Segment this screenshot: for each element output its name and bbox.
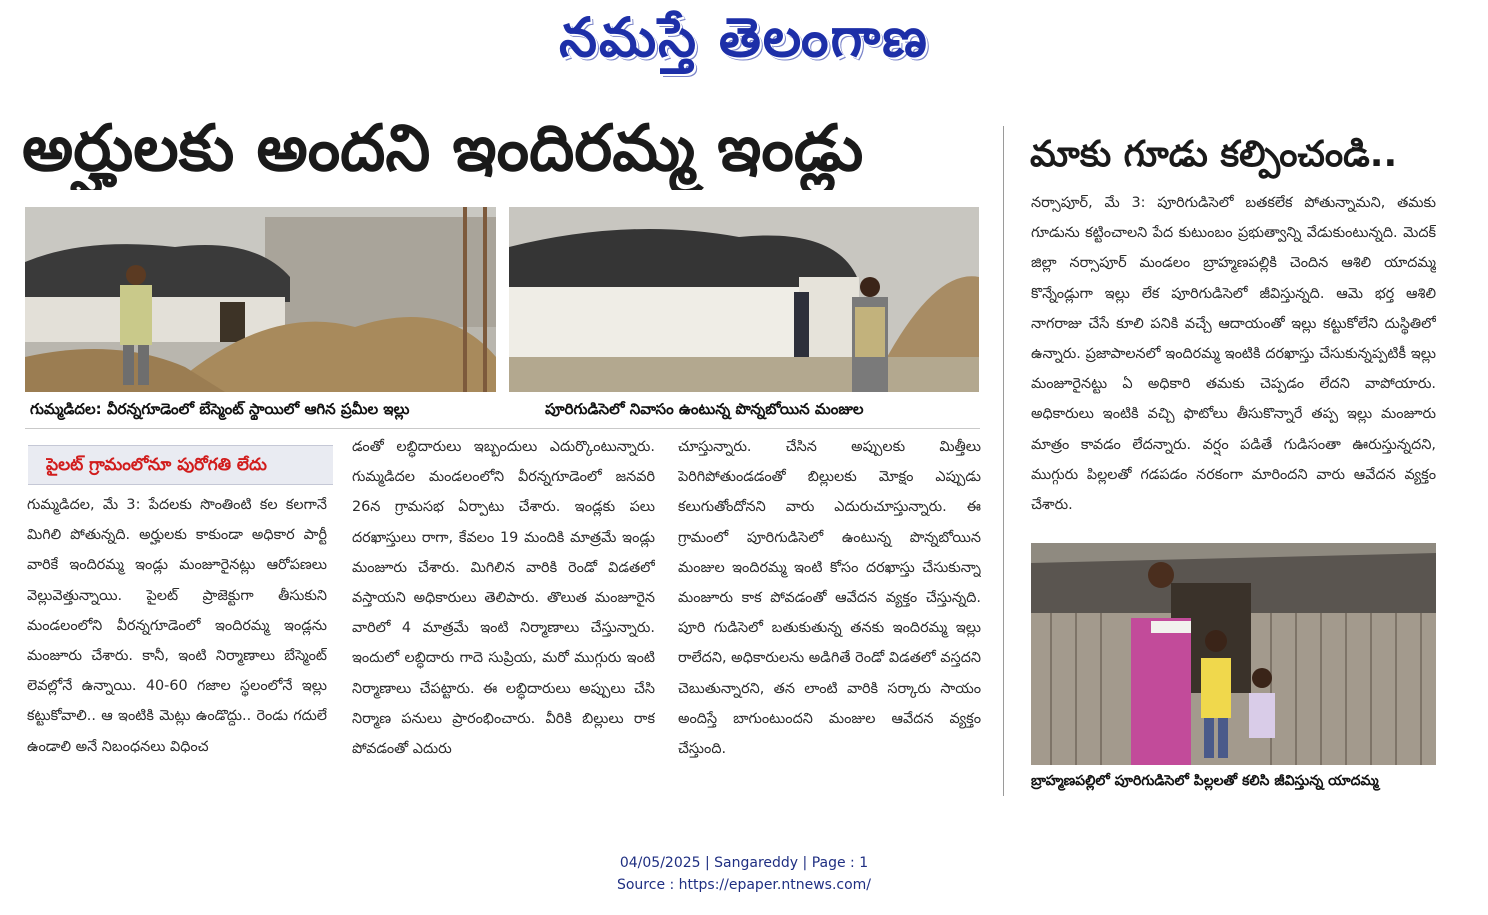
- column-2-text: డంతో లబ్ధిదారులు ఇబ్బందులు ఎదుర్కొంటున్నారు. గుమ్మడిదల మండలంలోని వీరన్నగూడెంలో జనవరి 26న గ్రామసభ ఏర్పాటు చేశారు. ఇండ్లకు పలు దరఖాస్తులు రాగా, కేవలం 19 మందికి మాత్రమే ఇండ్లు మంజూరు చేశారు. మిగిలిన వారికి రెండో విడతలో వస్తాయని అధికారులు తెలిపారు. తొలుత మంజూరైన వారిలో 4 మాత్రమే ఇంటి నిర్మాణాలు చేస్తున్నారు. ఇందులో లబ్ధిదారు గాదె సుప్రియ, మరో ముగ్గురు ఇంటి నిర్మాణాలు చేపట్టారు. ఈ లబ్ధిదారులు అప్పులు చేసి నిర్మాణ పనులు ప్రారంభించారు. వీరికి బిల్లులు రాక పోవడంతో ఎదురు: [352, 439, 655, 758]
- side-article-body: [1031, 188, 1436, 528]
- photo-family-hut: [1031, 543, 1436, 765]
- footer-date-edition: 04/05/2025 | Sangareddy | Page : 1: [619, 855, 869, 871]
- column-1-text: గుమ్మడిదల, మే 3: పేదలకు సొంతింటి కల కలగానే మిగిలి పోతున్నది. అర్హులకు కాకుండా అధికార పార్టీ వారికే ఇందిరమ్మ ఇండ్లు మంజూరైనట్లు ఆరోపణలు వెల్లువెత్తున్నాయి. పైలట్ ప్రాజెక్టుగా తీసుకుని మండలంలోని వీరన్నగూడెంలో ఇందిరమ్మ ఇండ్లను మంజూరు చేశారు. కానీ, ఇంటి నిర్మాణాలు బేస్మెంట్ లెవల్లోనే ఉన్నాయి. 40-60 గజాల స్థలంలోనే ఇల్లు కట్టుకోవాలి.. ఆ ఇంటికి మెట్లు ఉండొద్దు.. రెండు గదులే ఉండాలి అనే నిబంధనలు విధించ: [27, 497, 327, 755]
- photo-caption-right: పూరిగుడిసెలో నివాసం ఉంటున్న పొన్నబోయిన మంజుల: [545, 400, 864, 418]
- column-3-text: చూస్తున్నారు. చేసిన అప్పులకు మిత్తీలు పెరిగిపోతుండడంతో బిల్లులకు మోక్షం ఎప్పుడు కలుగుతోందోనని వారు ఎదురుచూస్తున్నారు. ఈ గ్రామంలో పూరిగుడిసెలో ఉంటున్న పొన్నబోయిన మంజుల ఇందిరమ్మ ఇంటి కోసం దరఖాస్తు చేసుకున్నా మంజూరు కాక పోవడంతో ఆవేదన వ్యక్తం చేస్తున్నది. పూరి గుడిసెలో బతుకుతున్న తనకు ఇందిరమ్మ ఇల్లు రాలేదని, అధికారులను అడిగితే రెండో విడతలో వస్తదని చెబుతున్నారని, తన లాంటి వారికి సర్కారు సాయం అందిస్తే బాగుంటుందని మంజుల ఆవేదన వ్యక్తం చేస్తుంది.: [678, 439, 981, 758]
- side-headline: మాకు గూడు కల్పించండి..: [1030, 134, 1398, 175]
- photo-basement-house: [25, 207, 496, 392]
- article-column-1: [27, 490, 327, 802]
- photo-hut-woman: [509, 207, 979, 392]
- article-column-2: [352, 432, 655, 802]
- side-photo-caption: బ్రాహ్మణపల్లిలో పూరిగుడిసెలో పిల్లలతో కలిసి జీవిస్తున్న యాదమ్మ: [1031, 773, 1379, 789]
- photo-caption-left: గుమ్మడిదల: వీరన్నగూడెంలో బేస్మెంట్ స్థాయిలో ఆగిన ప్రమీల ఇల్లు: [30, 400, 410, 418]
- page-footer: [0, 852, 1488, 896]
- newspaper-masthead: నమస్తే తెలంగాణ: [559, 6, 929, 69]
- section-divider: [25, 428, 980, 429]
- main-headline: అర్హులకు అందని ఇందిరమ్మ ఇండ్లు: [22, 112, 864, 186]
- side-article-text: నర్సాపూర్, మే 3: పూరిగుడిసెలో బతకలేక పోతున్నామని, తమకు గూడును కట్టించాలని పేద కుటుంబం ప్రభుత్వాన్ని వేడుకుంటున్నది. మెదక్ జిల్లా నర్సాపూర్ మండలం బ్రాహ్మణపల్లికి చెందిన ఆశిలి యాదమ్మ కొన్నేండ్లుగా ఇల్లు లేక పూరిగుడిసెలో జీవిస్తున్నది. ఆమె భర్త ఆశిలి నాగరాజు చేసే కూలి పనికి వచ్చే ఆదాయంతో ఇల్లు కట్టుకోలేని దుస్థితిలో ఉన్నారు. ప్రజాపాలనలో ఇందిరమ్మ ఇంటికి దరఖాస్తు చేసుకున్నప్పటికీ ఇల్లు మంజూరైనట్టు ఏ అధికారి తమకు చెప్పడం లేదని వాపోయారు. అధికారులు ఇంటికి వచ్చి ఫొటోలు తీసుకొన్నారే తప్ప ఇల్లు మంజూరు మాత్రం కావడం లేదన్నారు. వర్షం పడితే గుడిసంతా ఊరుస్తున్నదని, ముగ్గురు పిల్లలతో గడపడం నరకంగా మారిందని వారు ఆవేదన వ్యక్తం చేశారు.: [1031, 195, 1436, 514]
- column-divider: [1003, 126, 1004, 796]
- article-column-3: [678, 432, 981, 802]
- footer-source: Source : https://epaper.ntnews.com/: [616, 877, 872, 893]
- subheading: పైలట్ గ్రామంలోనూ పురోగతి లేదు: [46, 455, 267, 475]
